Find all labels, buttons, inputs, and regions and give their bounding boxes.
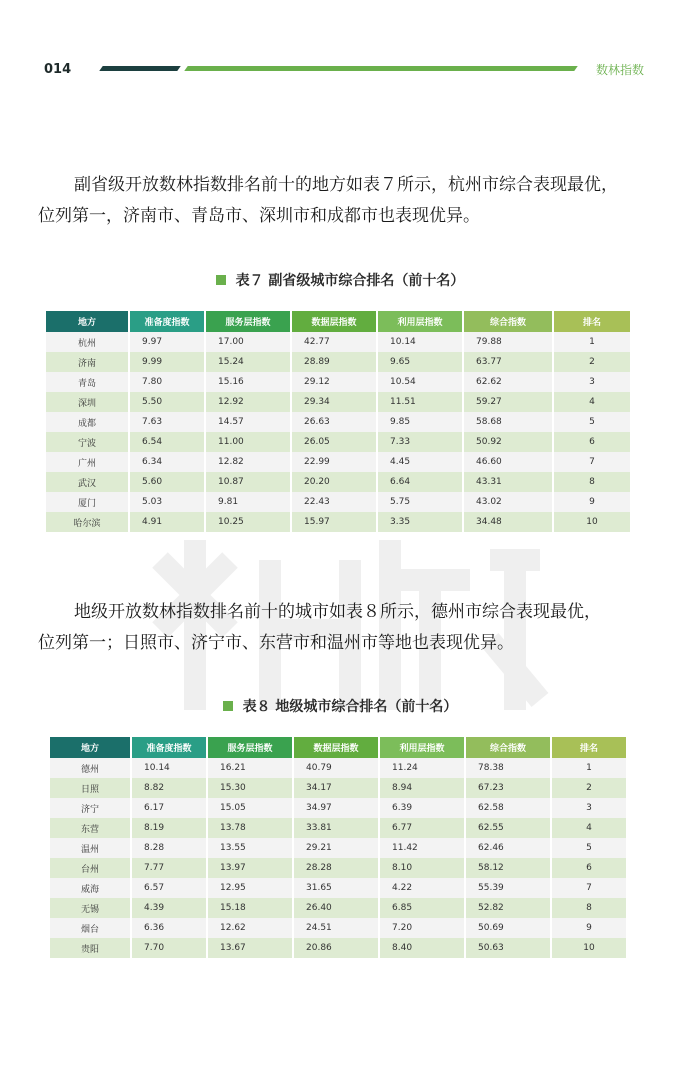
value-cell: 13.78 [208,818,294,838]
value-cell: 34.48 [464,512,554,532]
value-cell: 62.46 [466,838,552,858]
caption-square-icon [223,701,233,711]
value-cell: 58.68 [464,412,554,432]
value-cell: 7.20 [380,918,466,938]
value-cell: 10.25 [206,512,292,532]
value-cell: 50.92 [464,432,554,452]
place-cell: 烟台 [50,918,132,938]
place-cell: 日照 [50,778,132,798]
value-cell: 43.31 [464,472,554,492]
value-cell: 50.63 [466,938,552,958]
value-cell: 26.05 [292,432,378,452]
place-cell: 德州 [50,758,132,778]
value-cell: 11.51 [378,392,464,412]
place-cell: 济南 [46,352,130,372]
value-cell: 3.35 [378,512,464,532]
column-header: 地方 [50,737,132,758]
value-cell: 13.55 [208,838,294,858]
value-cell: 4.45 [378,452,464,472]
place-cell: 武汉 [46,472,130,492]
value-cell: 11.24 [380,758,466,778]
table-7 [46,311,632,532]
value-cell: 79.88 [464,332,554,352]
table-row [50,858,628,878]
place-cell: 青岛 [46,372,130,392]
value-cell: 15.05 [208,798,294,818]
paragraph-1 [38,170,642,232]
value-cell: 22.99 [292,452,378,472]
value-cell: 31.65 [294,878,380,898]
value-cell: 13.67 [208,938,294,958]
value-cell: 11.00 [206,432,292,452]
rank-cell: 6 [552,858,628,878]
paragraph-1-line-1: 副省级开放数林指数排名前十的地方如表７所示，杭州市综合表现最优， [74,175,618,195]
rank-cell: 2 [554,352,632,372]
caption-square-icon [216,275,226,285]
value-cell: 8.28 [132,838,208,858]
value-cell: 34.17 [294,778,380,798]
value-cell: 42.77 [292,332,378,352]
value-cell: 26.63 [292,412,378,432]
place-cell: 宁波 [46,432,130,452]
value-cell: 6.39 [380,798,466,818]
value-cell: 6.64 [378,472,464,492]
value-cell: 63.77 [464,352,554,372]
column-header: 服务层指数 [208,737,294,758]
value-cell: 7.70 [132,938,208,958]
table-8-caption-text: 表８ 地级城市综合排名（前十名） [242,699,458,715]
value-cell: 22.43 [292,492,378,512]
value-cell: 15.18 [208,898,294,918]
value-cell: 78.38 [466,758,552,778]
value-cell: 15.30 [208,778,294,798]
value-cell: 62.55 [466,818,552,838]
table-row [46,372,632,392]
place-cell: 成都 [46,412,130,432]
value-cell: 12.95 [208,878,294,898]
column-header: 利用层指数 [378,311,464,332]
table-8 [50,737,628,958]
value-cell: 29.21 [294,838,380,858]
value-cell: 4.91 [130,512,206,532]
paragraph-2-line-1: 地级开放数林指数排名前十的城市如表８所示，德州市综合表现最优， [74,602,601,622]
page-header [0,58,680,82]
rank-cell: 2 [552,778,628,798]
table-row [50,758,628,778]
column-header: 地方 [46,311,130,332]
rank-cell: 3 [554,372,632,392]
value-cell: 62.58 [466,798,552,818]
place-cell: 杭州 [46,332,130,352]
value-cell: 8.19 [132,818,208,838]
value-cell: 29.12 [292,372,378,392]
value-cell: 7.33 [378,432,464,452]
column-header: 排名 [554,311,632,332]
table-row [50,938,628,958]
column-header: 综合指数 [464,311,554,332]
rank-cell: 1 [554,332,632,352]
table-row [50,838,628,858]
rank-cell: 5 [554,412,632,432]
rank-cell: 10 [554,512,632,532]
value-cell: 28.89 [292,352,378,372]
value-cell: 62.62 [464,372,554,392]
column-header: 准备度指数 [130,311,206,332]
place-cell: 广州 [46,452,130,472]
column-header: 服务层指数 [206,311,292,332]
value-cell: 4.39 [132,898,208,918]
column-header: 利用层指数 [380,737,466,758]
table-7-caption-text: 表７ 副省级城市综合排名（前十名） [235,273,465,289]
rank-cell: 9 [554,492,632,512]
value-cell: 4.22 [380,878,466,898]
place-cell: 威海 [50,878,132,898]
value-cell: 6.77 [380,818,466,838]
place-cell: 台州 [50,858,132,878]
table-row [46,492,632,512]
value-cell: 33.81 [294,818,380,838]
value-cell: 12.62 [208,918,294,938]
table-row [46,512,632,532]
table-row [50,918,628,938]
place-cell: 济宁 [50,798,132,818]
rank-cell: 3 [552,798,628,818]
rank-cell: 5 [552,838,628,858]
column-header: 数据层指数 [294,737,380,758]
value-cell: 15.16 [206,372,292,392]
value-cell: 12.82 [206,452,292,472]
table-row [46,432,632,452]
rank-cell: 9 [552,918,628,938]
header-bar-green [184,66,578,71]
table-header-row [46,311,632,332]
rank-cell: 8 [552,898,628,918]
paragraph-2 [38,597,642,659]
table-8-caption [0,696,680,716]
table-row [46,352,632,372]
value-cell: 29.34 [292,392,378,412]
place-cell: 温州 [50,838,132,858]
value-cell: 9.97 [130,332,206,352]
rank-cell: 1 [552,758,628,778]
rank-cell: 8 [554,472,632,492]
value-cell: 14.57 [206,412,292,432]
place-cell: 无锡 [50,898,132,918]
place-cell: 哈尔滨 [46,512,130,532]
value-cell: 8.82 [132,778,208,798]
rank-cell: 6 [554,432,632,452]
value-cell: 7.77 [132,858,208,878]
value-cell: 6.57 [132,878,208,898]
column-header: 数据层指数 [292,311,378,332]
rank-cell: 7 [552,878,628,898]
value-cell: 24.51 [294,918,380,938]
paragraph-2-line-2: 位列第一；日照市、济宁市、东营市和温州市等地也表现优异。 [38,633,514,653]
table-row [50,818,628,838]
value-cell: 6.34 [130,452,206,472]
value-cell: 11.42 [380,838,466,858]
value-cell: 50.69 [466,918,552,938]
place-cell: 厦门 [46,492,130,512]
value-cell: 59.27 [464,392,554,412]
value-cell: 6.36 [132,918,208,938]
column-header: 综合指数 [466,737,552,758]
value-cell: 7.63 [130,412,206,432]
table-row [50,798,628,818]
value-cell: 34.97 [294,798,380,818]
value-cell: 9.81 [206,492,292,512]
value-cell: 8.94 [380,778,466,798]
value-cell: 10.14 [132,758,208,778]
table-row [50,878,628,898]
place-cell: 深圳 [46,392,130,412]
value-cell: 13.97 [208,858,294,878]
value-cell: 10.54 [378,372,464,392]
brand-label: 数林指数 [596,63,645,77]
rank-cell: 4 [552,818,628,838]
rank-cell: 10 [552,938,628,958]
value-cell: 58.12 [466,858,552,878]
value-cell: 7.80 [130,372,206,392]
value-cell: 9.99 [130,352,206,372]
value-cell: 55.39 [466,878,552,898]
value-cell: 20.86 [294,938,380,958]
value-cell: 9.85 [378,412,464,432]
table-row [46,332,632,352]
value-cell: 15.24 [206,352,292,372]
page-number: 014 [44,62,72,77]
value-cell: 5.03 [130,492,206,512]
value-cell: 12.92 [206,392,292,412]
value-cell: 67.23 [466,778,552,798]
value-cell: 5.75 [378,492,464,512]
value-cell: 6.54 [130,432,206,452]
table-header-row [50,737,628,758]
value-cell: 16.21 [208,758,294,778]
value-cell: 5.50 [130,392,206,412]
rank-cell: 7 [554,452,632,472]
value-cell: 6.85 [380,898,466,918]
value-cell: 10.14 [378,332,464,352]
value-cell: 28.28 [294,858,380,878]
value-cell: 8.10 [380,858,466,878]
value-cell: 10.87 [206,472,292,492]
header-bar-dark [99,66,181,71]
value-cell: 46.60 [464,452,554,472]
place-cell: 东营 [50,818,132,838]
rank-cell: 4 [554,392,632,412]
column-header: 排名 [552,737,628,758]
place-cell: 贵阳 [50,938,132,958]
table-row [46,392,632,412]
value-cell: 26.40 [294,898,380,918]
table-7-caption [0,270,680,290]
paragraph-1-line-2: 位列第一，济南市、青岛市、深圳市和成都市也表现优异。 [38,206,480,226]
table-row [46,452,632,472]
table-row [50,778,628,798]
value-cell: 52.82 [466,898,552,918]
value-cell: 5.60 [130,472,206,492]
table-row [46,412,632,432]
value-cell: 8.40 [380,938,466,958]
value-cell: 20.20 [292,472,378,492]
table-row [46,472,632,492]
value-cell: 15.97 [292,512,378,532]
value-cell: 6.17 [132,798,208,818]
table-row [50,898,628,918]
value-cell: 9.65 [378,352,464,372]
value-cell: 17.00 [206,332,292,352]
column-header: 准备度指数 [132,737,208,758]
value-cell: 43.02 [464,492,554,512]
value-cell: 40.79 [294,758,380,778]
